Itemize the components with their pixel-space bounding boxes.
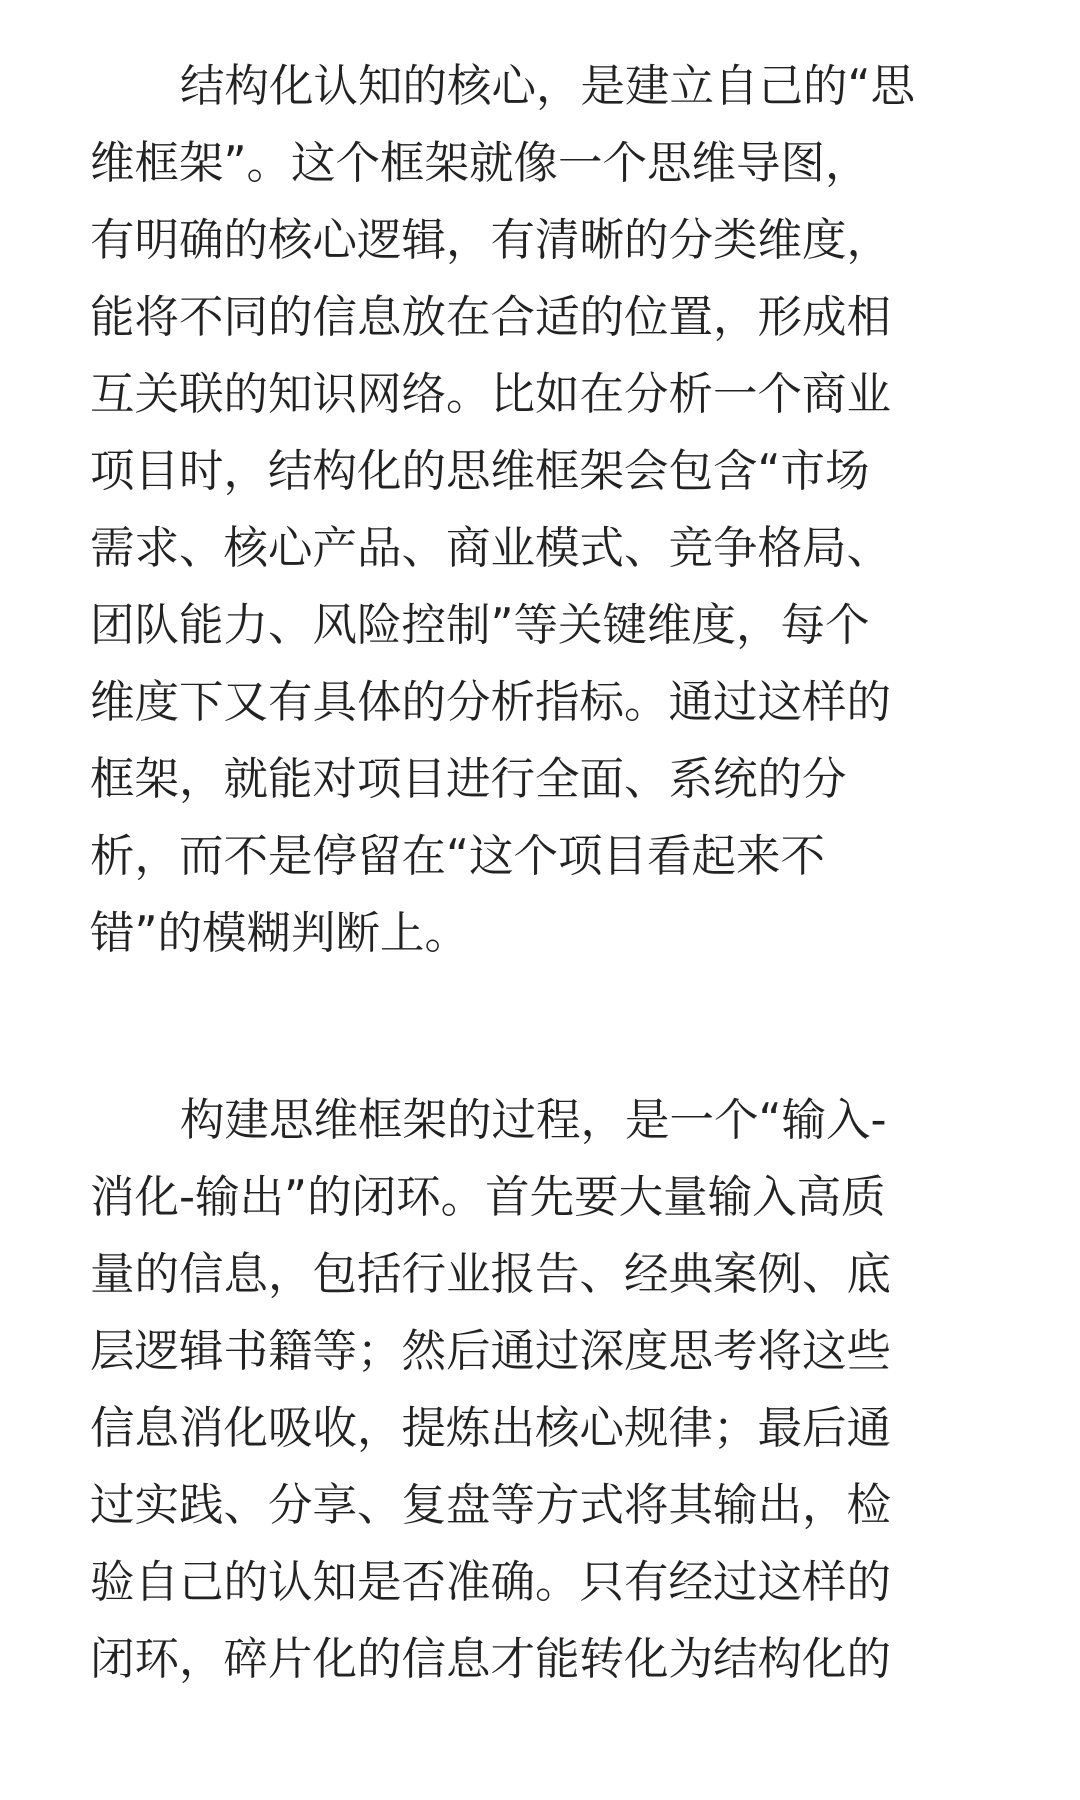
text-line: 维框架”。这个框架就像一个思维导图， [90, 138, 870, 189]
text-line: 构建思维框架的过程，是一个“输入- [180, 1095, 887, 1146]
text-line: 结构化认知的核心，是建立自己的“思 [180, 61, 916, 112]
text-line: 需求、核心产品、商业模式、竞争格局、 [90, 523, 892, 574]
text-line: 闭环，碎片化的信息才能转化为结构化的 [90, 1634, 892, 1685]
paragraph-structured-cognition [90, 48, 990, 972]
paragraph-thinking-framework [90, 1082, 990, 1698]
text-line: 有明确的核心逻辑，有清晰的分类维度， [90, 215, 892, 266]
text-line: 互关联的知识网络。比如在分析一个商业 [90, 369, 892, 420]
text-line: 能将不同的信息放在合适的位置，形成相 [90, 292, 892, 343]
text-line: 错”的模糊判断上。 [90, 908, 470, 959]
text-line: 维度下又有具体的分析指标。通过这样的 [90, 677, 892, 728]
text-line: 量的信息，包括行业报告、经典案例、底 [90, 1249, 892, 1300]
text-line: 框架，就能对项目进行全面、系统的分 [90, 754, 847, 805]
text-line: 信息消化吸收，提炼出核心规律；最后通 [90, 1403, 892, 1454]
paragraph-spacer [90, 972, 990, 1082]
text-line: 验自己的认知是否准确。只有经过这样的 [90, 1557, 892, 1608]
text-line: 项目时，结构化的思维框架会包含“市场 [90, 446, 870, 497]
article-body [90, 48, 990, 1698]
text-line: 过实践、分享、复盘等方式将其输出，检 [90, 1480, 892, 1531]
text-line: 析，而不是停留在“这个项目看起来不 [90, 831, 826, 882]
text-line: 层逻辑书籍等；然后通过深度思考将这些 [90, 1326, 892, 1377]
text-line: 团队能力、风险控制”等关键维度，每个 [90, 600, 870, 651]
text-line: 消化-输出”的闭环。首先要大量输入高质 [90, 1172, 886, 1223]
